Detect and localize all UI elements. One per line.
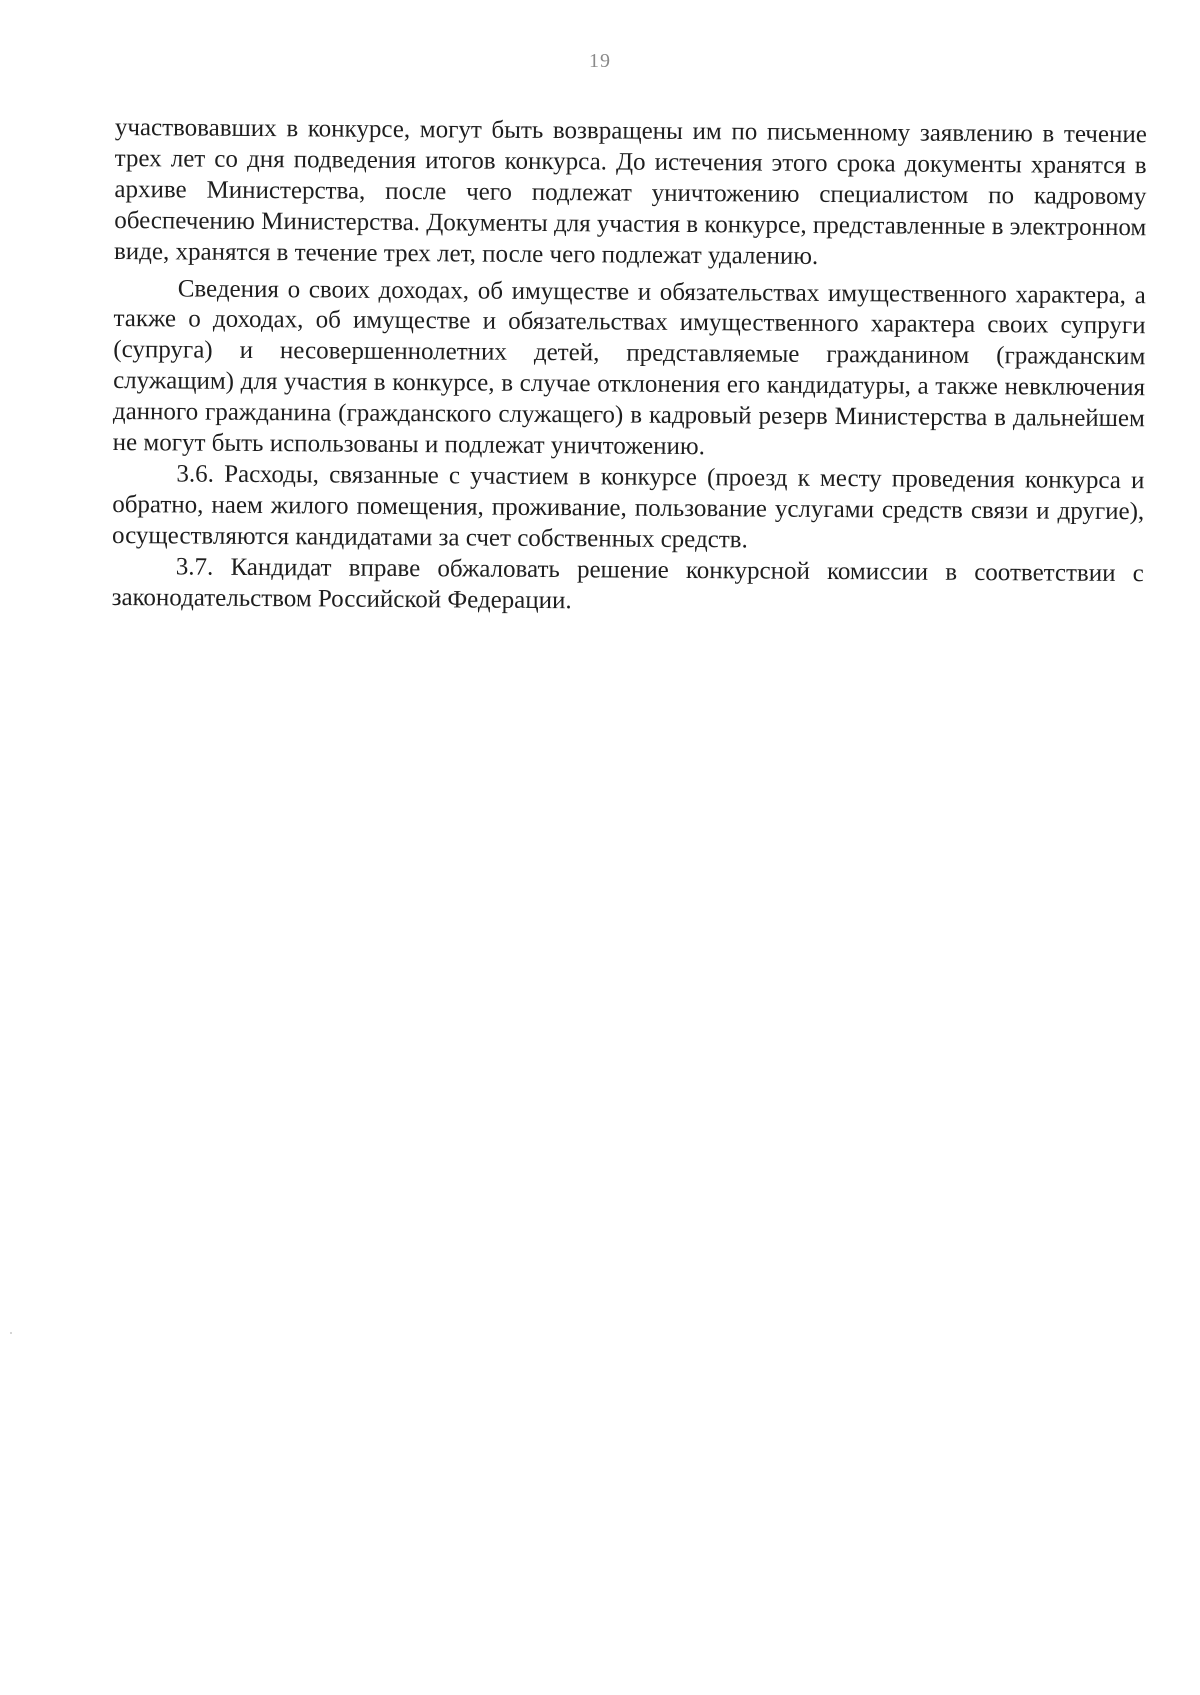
paragraph-income-information: Сведения о своих доходах, об имуществе и обязательствах имущественного характера, а также о доходах, об имуществе и обязательствах имущественного характера своих супруги (супруга) и несовершеннолетних детей, представляемые гражданином (гражданским служащим) для участия в конкурсе, в случае отклонения его кандидатуры, а также невключения данного гражданина (гражданского служащего) в кадровый резерв Министерства в дальнейшем не могут быть использованы и подлежат уничтожению. (112, 274, 1146, 461)
scan-speck (10, 1332, 12, 1334)
paragraph-continuation: участвовавших в конкурсе, могут быть возвращены им по письменному заявлению в течение трех лет со дня подведения итогов конкурса. До истечения этого срока документы хранятся в архиве Министерства, после чего подлежат уничтожению специалистом по кадровому обеспечению Министерства. Документы для участия в конкурсе, представленные в электронном виде, хранятся в течение трех лет, после чего подлежат удалению. (113, 113, 1147, 270)
document-body (112, 113, 1147, 621)
page-number: 19 (589, 50, 611, 72)
paragraph-3-7-appeal: 3.7. Кандидат вправе обжаловать решение конкурсной комиссии в соответствии с законодательством Российской Федерации. (111, 553, 1144, 614)
paragraph-3-6-expenses: 3.6. Расходы, связанные с участием в конкурсе (проезд к месту проведения конкурса и обратно, наем жилого помещения, проживание, пользование услугами средств связи и другие), осуществляются кандидатами за счет собственных средств. (111, 460, 1145, 554)
